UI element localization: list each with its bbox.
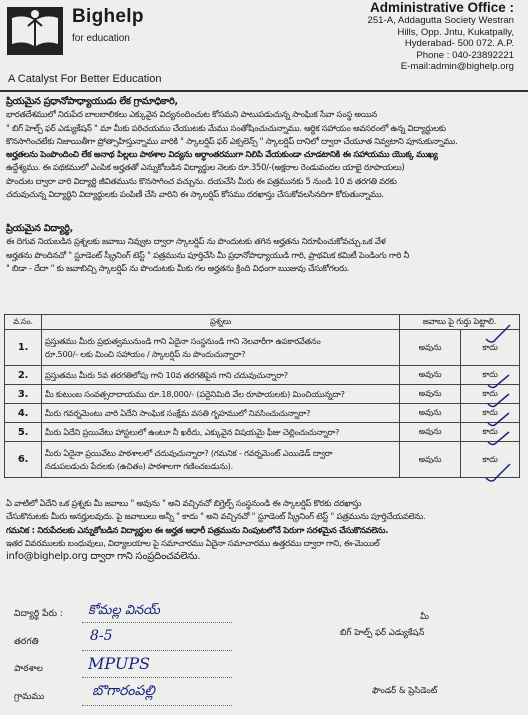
- question-cell: [42, 442, 400, 478]
- intro-line: అర్హతలను పెంపొందించి లేక అనాథ పిల్లలు పాఠశాల విద్యను అర్ధాంతరముగా నిలిపి వేయకుండా చూడటానికి ఈ సహాయము యొక్క ముఖ్య: [6, 149, 438, 160]
- question-cell: [42, 385, 400, 404]
- answer-no-option[interactable]: కాదు: [461, 385, 520, 404]
- answer-no-option[interactable]: కాదు: [461, 404, 520, 423]
- bighelp-logo-icon: [6, 6, 64, 56]
- question-text: నడుపబడుచు పేదలకు (ఉచితం) పాఠశాలగా గణించబడును).: [45, 460, 233, 471]
- question-cell: [42, 404, 400, 423]
- student-paragraph: [6, 222, 518, 275]
- question-text: మీరు ఏదైనా ప్రయివేటు పాఠశాలలో చదువుచున్నారా? (గమనిక - గవర్నమెంట్ ఎయిడెడ్ ద్వారా: [45, 447, 333, 458]
- question-header: ప్రశ్నలు: [42, 315, 400, 330]
- office-line: Hills, Opp. Jntu, Kukatpally,: [397, 26, 514, 38]
- answer-yes-option[interactable]: అవును: [400, 366, 461, 385]
- school-label: పాఠశాల: [14, 664, 43, 674]
- sno-header: వ.సం.: [5, 315, 42, 330]
- office-line: 251-A, Addagutta Society Westran: [367, 15, 514, 26]
- class-label: తరగతి: [14, 637, 39, 647]
- intro-line: భారతదేశములో నిరుపేద బాలబాలికలు ఎక్కువైన విద్యనందించుట కోసమని పాటుపడుచున్న సాంఘిక సేవా సంస్థ అయిన: [6, 109, 378, 120]
- instruction-line: ఏ వాటిలో ఏదేని ఒక ప్రశ్నకు మీ జవాబు " అవును " అని వచ్చినచో బిగ్హెల్ప్ సంస్థనుండి ఈ స్కాలర్షిప్ కొరకు దరఖాస్తు: [6, 498, 362, 508]
- student-salutation: ప్రియమైన విద్యార్థి,: [6, 223, 73, 234]
- answer-no-option[interactable]: కాదు: [461, 366, 520, 385]
- row-number: 1.: [5, 330, 42, 366]
- signatory-organisation: బిగ్ హెల్ప్ ఫర్ ఎడ్యుకేషన్: [340, 628, 425, 638]
- office-address-block: [314, 0, 514, 73]
- village-label: గ్రామము: [14, 692, 45, 702]
- answer-yes-option[interactable]: అవును: [400, 330, 461, 366]
- question-text: మీ కుటుంబ సంవత్సరాదాయము రూ.18,000/- (పద్దెనిమిది వేల రూపాయలకు) మించియున్నదా?: [45, 388, 345, 399]
- question-text: ప్రస్తుతము మీరు 5వ తరగతిలోపు గాని 10వ తరగతిపైన గాని చదువుచున్నారా?: [45, 369, 288, 380]
- class-line[interactable]: [82, 650, 232, 651]
- question-cell: [42, 423, 400, 442]
- answer-no-option[interactable]: కాదు: [461, 442, 520, 478]
- row-number: 6.: [5, 442, 42, 478]
- student-name-handwriting: కోమల్ల వినయ్: [88, 603, 160, 618]
- village-handwriting: బొగారంపల్లి: [92, 683, 155, 699]
- student-line: " బిడా - దేదా " కు జవాబిచ్చి స్కాలర్షిప్ ను పొందుటకు మీకు గల అర్హతను క్రింది విధంగా ఋజువు చేసుకోగలరు.: [6, 262, 350, 273]
- office-line: Phone : 040-23892221: [416, 49, 514, 61]
- instruction-line: చేసుకొనుటకు మీరు అనర్హులవుదు. పై జవాబులు అన్నీ " కాదు " అని వచ్చినచో " స్టూడెంట్ స్క్రీనింగ్ టెస్ట్ " పత్రమును పూర్తిచేయవలెను.: [6, 511, 426, 522]
- row-number: 5.: [5, 423, 42, 442]
- answer-no-option[interactable]: కాదు: [461, 423, 520, 442]
- answer-yes-option[interactable]: అవును: [400, 404, 461, 423]
- school-handwriting: MPUPS: [88, 654, 151, 673]
- signatory-title: ఫౌండర్ & ప్రెసిడెంట్: [372, 686, 438, 696]
- table-header-row: [5, 315, 520, 330]
- table-row: [5, 366, 520, 385]
- table-row: [5, 385, 520, 404]
- intro-salutation: ప్రియమైన ప్రధానోపాధ్యాయుడు లేక గ్రామాధికారి,: [6, 96, 178, 107]
- student-line: ఈ దిగువ నియబడిన ప్రశ్నలకు జవాబు నివ్వుట ద్వారా స్కాలర్షిప్ ను పొందుటకు తగిన అర్హతను నిరూపించుకోవచ్చు.ఒక వేళ: [6, 236, 386, 247]
- student-name-label: విద్యార్థి పేరు :: [14, 609, 63, 619]
- header-divider: [0, 90, 528, 92]
- office-line: Hyderabad- 500 072. A.P.: [404, 38, 514, 49]
- intro-line: కొనసాగించటేకు నిజాయితీగా ప్రోత్సాహిస్తున్నాము వారికి " స్కాలర్షిప్ ఫర్ ఎక్సలెన్స్ " స్కాలర్షిప్ దానిలో ద్వారా చేయూత నివ్వటాని పూనుకున్నాము.: [6, 135, 458, 146]
- signatory-prefix: మీ: [420, 612, 429, 622]
- question-text: ప్రస్తుతము మీరు ప్రభుత్వమునుండి గాని ఏదైనా సంస్థనుండి గాని నెలవారీగా ఉపకారవేతనం: [45, 335, 321, 346]
- class-handwriting: 8-5: [90, 628, 113, 644]
- office-email: E-mail:admin@bighelp.org: [400, 61, 514, 72]
- student-line: అర్హతను పొందినచో " స్టూడెంట్ స్క్రీనింగ్ టెస్ట్ " పత్రమును పూర్తిచేసి మీ ప్రధానోపాధ్యాయుడి గారి, ప్రాథమిక కమిటీ పెండింగు గారి నీ: [6, 249, 410, 260]
- row-number: 4.: [5, 404, 42, 423]
- brand-subtitle: for education: [72, 33, 130, 44]
- answer-header: జవాబు పై గుర్తు పెట్టాలి.: [400, 315, 520, 330]
- intro-line: చదువుచున్న విద్యార్థిని విద్యార్థులకు పంపిణీ చేసి వారిని ఈ స్కాలర్షిప్ కోసము దరఖాస్తు చేసుకోవలసినదిగా కోరుతున్నాము.: [6, 189, 384, 200]
- question-text: రూ.500/- లకు మించి సహాయం / స్కాలర్షిప్ ను పొందుచున్నారా?: [45, 348, 246, 359]
- school-line[interactable]: [82, 677, 232, 678]
- intro-line: " బిగ్ హెల్ప్ ఫర్ ఎడ్యుకేషన్ " మా మీకు పరిచయము చేయుటకు మేము సంతోషించుచున్నాము. ఆర్థిక సహాయం అవసరంలో ఉన్న విద్యార్థులకు: [6, 122, 446, 133]
- note-line: గమనిక : నిరుపేదలకు ఎన్నుకోబడిన విద్యార్థుల ఈ అర్హత ఆధారీ పత్రమును నింపుటలోనే పెరుగా సరళమైన చేసుకొనవలెను.: [6, 524, 389, 535]
- table-row: [5, 442, 520, 478]
- contact-email-line: info@bighelp.org ద్వారా గాని సంప్రదించవలెను.: [6, 551, 201, 563]
- student-name-line[interactable]: [82, 622, 232, 623]
- question-text: మీరు గవర్నమెంటు వారి ఏదేని సాంఘిక సంక్షేమ వసతి గృహములో నివసించుచున్నారా?: [45, 407, 311, 418]
- table-row: [5, 330, 520, 366]
- answer-yes-option[interactable]: అవును: [400, 423, 461, 442]
- question-cell: [42, 330, 400, 366]
- intro-line: పొందుట ద్వారా వారి విద్యార్థి జీవితమును కొనసాగించ వచ్చును. దయచేసి మీరు ఈ పత్రమునకు 5 నుండి 10 వ తరగతి వరకు: [6, 175, 397, 186]
- instructions-paragraph: [6, 497, 518, 563]
- instruction-line: ఇతర వివరములకు బంధువులు, విద్యాలయాల పై సమాచారము ఏదైనా సమాచారము ఉత్తరము ద్వారా గాని, ఈ-మెయిల్: [6, 537, 380, 548]
- intro-paragraph: [6, 95, 518, 201]
- answer-no-option[interactable]: కాదు: [461, 330, 520, 366]
- row-number: 2.: [5, 366, 42, 385]
- tagline: A Catalyst For Better Education: [8, 73, 162, 85]
- question-text: మీరు ఏదేని ప్రయివేటు హాస్టలులో ఉంటూ నీ ఖరీదు, ఎక్కువైన విషయమై ఫీజు చెల్లించుచున్నారా?: [45, 426, 340, 437]
- table-row: [5, 404, 520, 423]
- answer-yes-option[interactable]: అవును: [400, 385, 461, 404]
- office-title: Administrative Office :: [369, 0, 514, 15]
- village-line[interactable]: [82, 705, 232, 706]
- row-number: 3.: [5, 385, 42, 404]
- brand-name: Bighelp: [72, 6, 144, 27]
- intro-line: ఉద్దేశ్యము. ఈ పథకములో ఎంపిక అర్హతతో ఎన్నుకోబడిన విద్యార్థుల నెలకు రూ.350/-(అక్షరాల రెండువందల యాభై రూపాయలు): [6, 162, 405, 173]
- table-row: [5, 423, 520, 442]
- question-cell: [42, 366, 400, 385]
- answer-yes-option[interactable]: అవును: [400, 442, 461, 478]
- eligibility-table: [4, 314, 520, 478]
